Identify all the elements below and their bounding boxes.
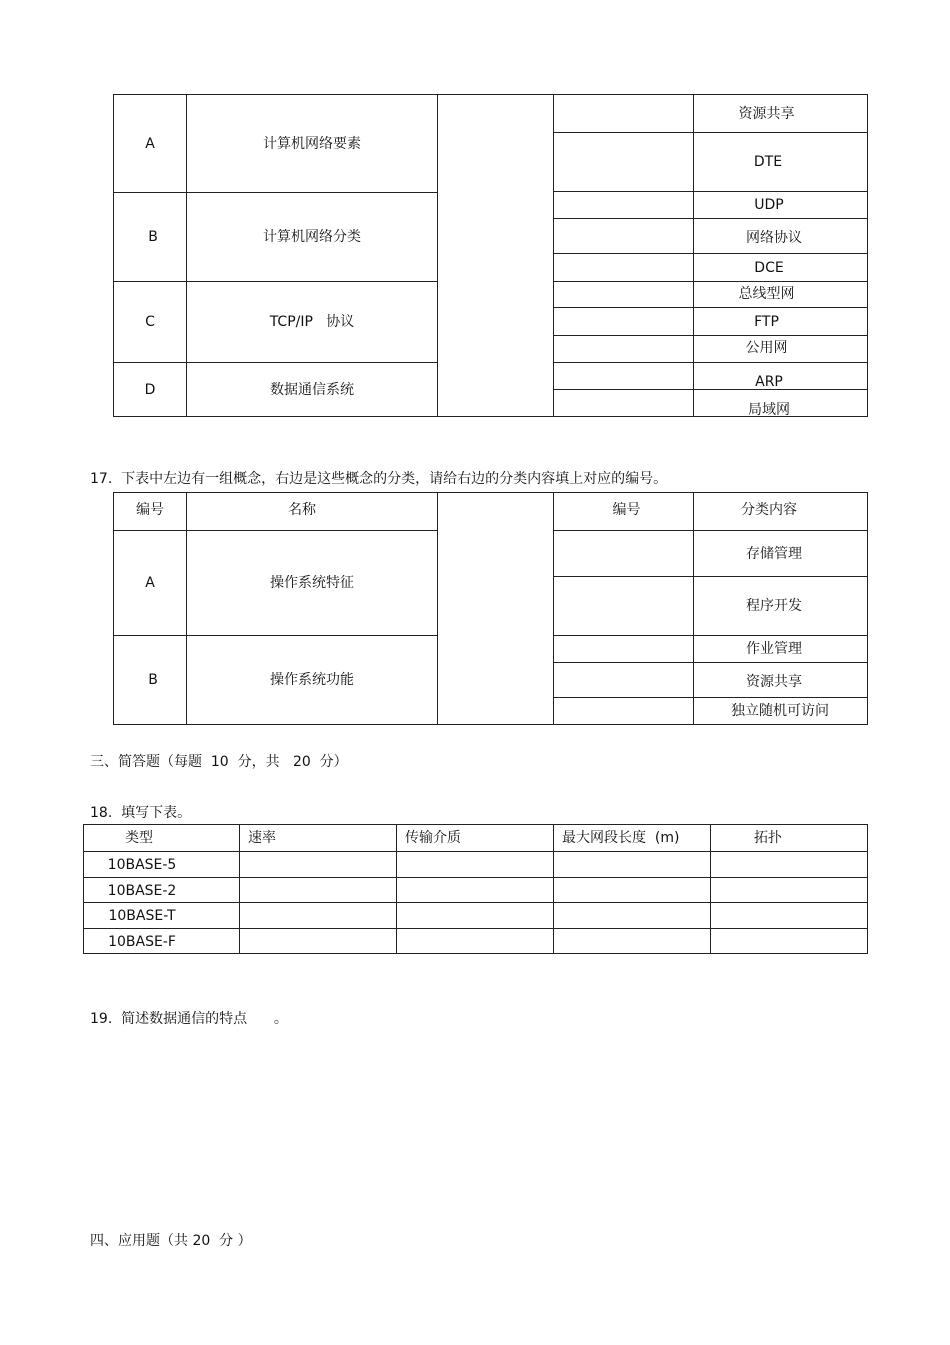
header-name: 名称: [288, 502, 316, 518]
category-cell: ARP: [755, 373, 783, 390]
table-row-type: 10BASE-2: [107, 882, 177, 899]
question-18-prompt: 18. 填写下表。: [90, 805, 192, 821]
category-cell: DTE: [753, 154, 783, 170]
name-a: 计算机网络要素: [263, 135, 361, 152]
table-row-type: 10BASE-T: [108, 907, 176, 924]
name-b: 计算机网络分类: [263, 229, 361, 245]
name-d: 数据通信系统: [270, 381, 354, 398]
category-cell: 总线型网: [738, 286, 795, 302]
category-cell: DCE: [754, 259, 784, 276]
code-a: A: [145, 575, 155, 591]
header-category: 分类内容: [741, 502, 797, 518]
header-type: 类型: [125, 830, 153, 846]
code-b: B: [148, 229, 158, 245]
question-17-prompt: 17. 下表中左边有一组概念，右边是这些概念的分类，请给右边的分类内容填上对应的编号。: [90, 471, 668, 487]
section-4-heading: 四、应用题（共 20 分 ）: [90, 1233, 252, 1249]
category-cell: 网络协议: [746, 229, 802, 246]
category-cell: 资源共享: [738, 105, 795, 122]
category-cell: 独立随机可访问: [731, 703, 829, 719]
question-19-prompt: 19. 简述数据通信的特点 。: [90, 1011, 288, 1027]
code-a: A: [145, 135, 155, 152]
code-b: B: [148, 672, 158, 688]
code-d: D: [144, 381, 156, 398]
header-medium: 传输介质: [405, 830, 461, 846]
category-cell: 局域网: [748, 402, 790, 418]
code-c: C: [145, 314, 155, 330]
name-a: 操作系统特征: [270, 575, 354, 591]
header-code: 编号: [136, 502, 164, 518]
category-cell: FTP: [754, 313, 779, 330]
table-row-type: 10BASE-5: [107, 856, 177, 873]
header-topology: 拓扑: [754, 830, 782, 846]
category-cell: 资源共享: [746, 673, 802, 690]
header-max-length: 最大网段长度 (m): [562, 830, 680, 846]
category-cell: 程序开发: [746, 598, 802, 614]
category-cell: 存储管理: [746, 545, 802, 562]
table-row-type: 10BASE-F: [108, 933, 176, 950]
name-b: 操作系统功能: [270, 672, 354, 688]
category-cell: 作业管理: [746, 641, 802, 657]
category-cell: UDP: [754, 197, 784, 213]
header-rate: 速率: [248, 830, 276, 846]
name-c: TCP/IP 协议: [269, 314, 355, 330]
category-cell: 公用网: [745, 339, 788, 356]
header-code-2: 编号: [612, 502, 641, 518]
section-3-heading: 三、简答题（每题 10 分，共 20 分）: [90, 754, 348, 770]
